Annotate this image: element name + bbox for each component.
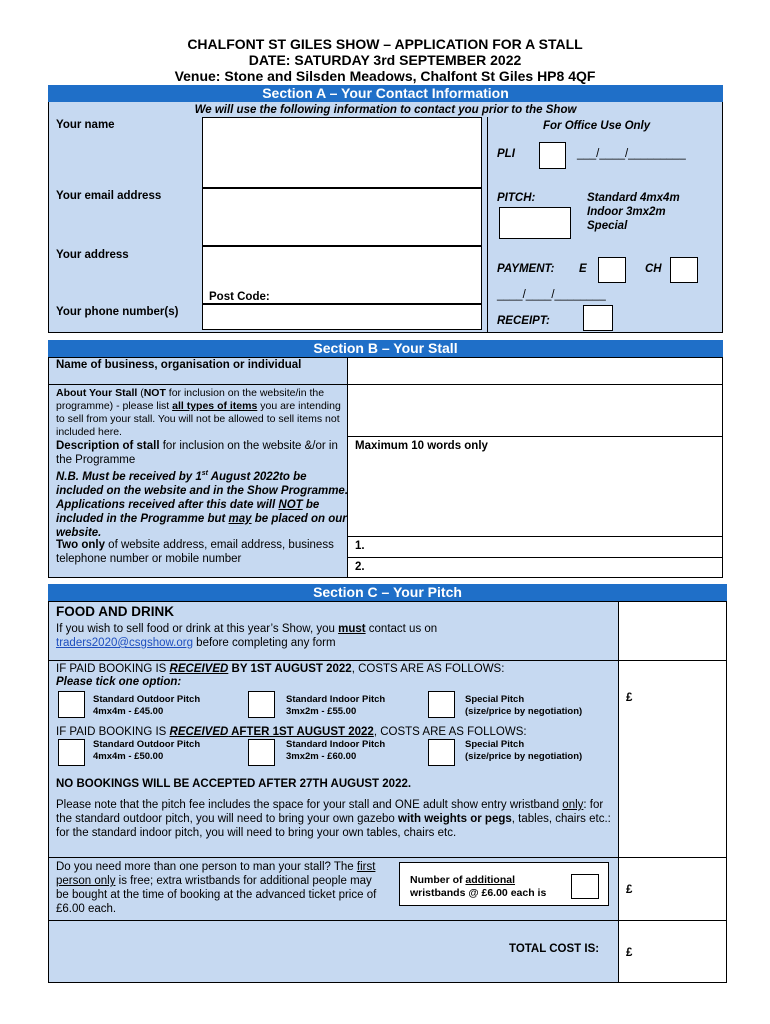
no-bookings-notice: NO BOOKINGS WILL BE ACCEPTED AFTER 27TH AUGUST 2022. (56, 778, 412, 790)
extra-people-note: Do you need more than one person to man your stall? The first person only is free; extra wristbands for additional people may be bought at the time of booking at the advanced ticket price of £6.00 each. (56, 861, 377, 915)
name-field[interactable] (202, 117, 482, 188)
early-standard-outdoor-checkbox[interactable] (58, 691, 85, 718)
office-pitch-standard: Standard 4mx4m (587, 192, 680, 204)
office-pli-date: ___/____/_________ (577, 148, 686, 160)
late-special-label: Special Pitch (size/price by negotiation) (465, 739, 583, 762)
business-name-label: Name of business, organisation or individual (56, 359, 302, 371)
early-standard-outdoor-label: Standard Outdoor Pitch 4mx4m - £45.00 (93, 694, 201, 717)
form-date: DATE: SATURDAY 3rd SEPTEMBER 2022 (248, 52, 522, 68)
office-payment-label: PAYMENT: (497, 263, 555, 275)
contact-item-2: 2. (355, 561, 365, 573)
food-drink-title: FOOD AND DRINK (56, 604, 174, 619)
address-label: Your address (56, 249, 129, 261)
office-payment-e: E (579, 263, 587, 275)
total-cost-label: TOTAL COST IS: (509, 943, 600, 955)
wristband-label: Number of additional wristbands @ £6.00 each is (410, 874, 547, 899)
tick-instruction: Please tick one option: (56, 676, 182, 688)
office-receipt-box[interactable] (583, 305, 613, 331)
wristband-cost-pound: £ (626, 884, 633, 896)
office-use-title: For Office Use Only (543, 120, 651, 132)
office-pli-label: PLI (497, 148, 515, 160)
late-special-checkbox[interactable] (428, 739, 455, 766)
office-pitch-indoor: Indoor 3mx2m (587, 206, 666, 218)
early-special-label: Special Pitch (size/price by negotiation) (465, 694, 583, 717)
office-pli-box[interactable] (539, 142, 566, 169)
office-receipt-label: RECEIPT: (497, 315, 550, 327)
late-standard-outdoor-checkbox[interactable] (58, 739, 85, 766)
office-pitch-label: PITCH: (497, 192, 536, 204)
contact-field-1[interactable] (347, 536, 723, 558)
description-label: Description of stall for inclusion on the website &/or in the Programme (56, 440, 338, 466)
early-special-checkbox[interactable] (428, 691, 455, 718)
office-payment-ch-box[interactable] (670, 257, 698, 283)
contact-email-link[interactable]: traders2020@csgshow.org (56, 637, 193, 649)
business-name-field[interactable] (347, 357, 723, 385)
form-venue: Venue: Stone and Silsden Meadows, Chalfont St Giles HP8 4QF (174, 68, 596, 84)
office-payment-e-box[interactable] (598, 257, 626, 283)
office-payment-date: ____/____/________ (497, 289, 606, 301)
section-c-title: Section C – Your Pitch (48, 584, 727, 601)
early-standard-indoor-checkbox[interactable] (248, 691, 275, 718)
early-booking-heading: IF PAID BOOKING IS RECEIVED BY 1ST AUGUST 2022, COSTS ARE AS FOLLOWS: (56, 663, 505, 675)
office-pitch-special: Special (587, 220, 628, 232)
contact-item-1: 1. (355, 540, 365, 552)
early-standard-indoor-label: Standard Indoor Pitch 3mx2m - £55.00 (286, 694, 386, 717)
section-b-title: Section B – Your Stall (48, 340, 723, 357)
late-standard-indoor-checkbox[interactable] (248, 739, 275, 766)
section-a-title: Section A – Your Contact Information (48, 85, 723, 102)
max-words-note: Maximum 10 words only (355, 440, 488, 452)
office-pitch-box[interactable] (499, 207, 571, 239)
contact-field-2[interactable] (347, 557, 723, 578)
late-standard-indoor-label: Standard Indoor Pitch 3mx2m - £60.00 (286, 739, 386, 762)
contact-details-label: Two only of website address, email address, business telephone number or mobile number (56, 539, 334, 565)
section-c-panel (48, 601, 619, 983)
name-label: Your name (56, 119, 115, 131)
pitch-fee-note: Please note that the pitch fee includes the space for your stall and ONE adult show entry wristband only: for the standard outdoor pitch, you will need to bring your own gazebo with weights or pegs, tables, chairs etc.: for the standard indoor pitch, you will need to bring your own tables, chairs etc. (56, 799, 611, 839)
form-title: CHALFONT ST GILES SHOW – APPLICATION FOR A STALL (187, 36, 583, 52)
food-drink-text: If you wish to sell food or drink at this year’s Show, you must contact us on (56, 623, 438, 635)
pitch-cost-pound: £ (626, 692, 633, 704)
section-c-cost-column (618, 601, 727, 983)
about-stall-label: About Your Stall (NOT for inclusion on the website/in the programme) - please list all types of items you are intending to sell from your stall. You will not be allowed to sell items not included here. (56, 387, 341, 438)
about-stall-field[interactable] (347, 384, 723, 437)
total-cost-pound: £ (626, 947, 633, 959)
food-drink-text-2: traders2020@csgshow.org before completing any form (56, 637, 336, 649)
deadline-note: N.B. Must be received by 1st August 2022to be included on the website and in the Show Programme. Applications received after this date will NOT be included in the Programme but may be placed on our website. (56, 470, 349, 539)
late-standard-outdoor-label: Standard Outdoor Pitch 4mx4m - £50.00 (93, 739, 201, 762)
postcode-label: Post Code: (209, 291, 270, 303)
wristband-count-box[interactable] (571, 874, 599, 899)
office-divider (487, 117, 488, 333)
section-a-subtitle: We will use the following information to contact you prior to the Show (194, 104, 577, 116)
email-field[interactable] (202, 188, 482, 246)
late-booking-heading: IF PAID BOOKING IS RECEIVED AFTER 1ST AUGUST 2022, COSTS ARE AS FOLLOWS: (56, 726, 527, 738)
phone-field[interactable] (202, 304, 482, 330)
email-label: Your email address (56, 190, 162, 202)
office-payment-ch: CH (645, 263, 662, 275)
phone-label: Your phone number(s) (56, 306, 179, 318)
